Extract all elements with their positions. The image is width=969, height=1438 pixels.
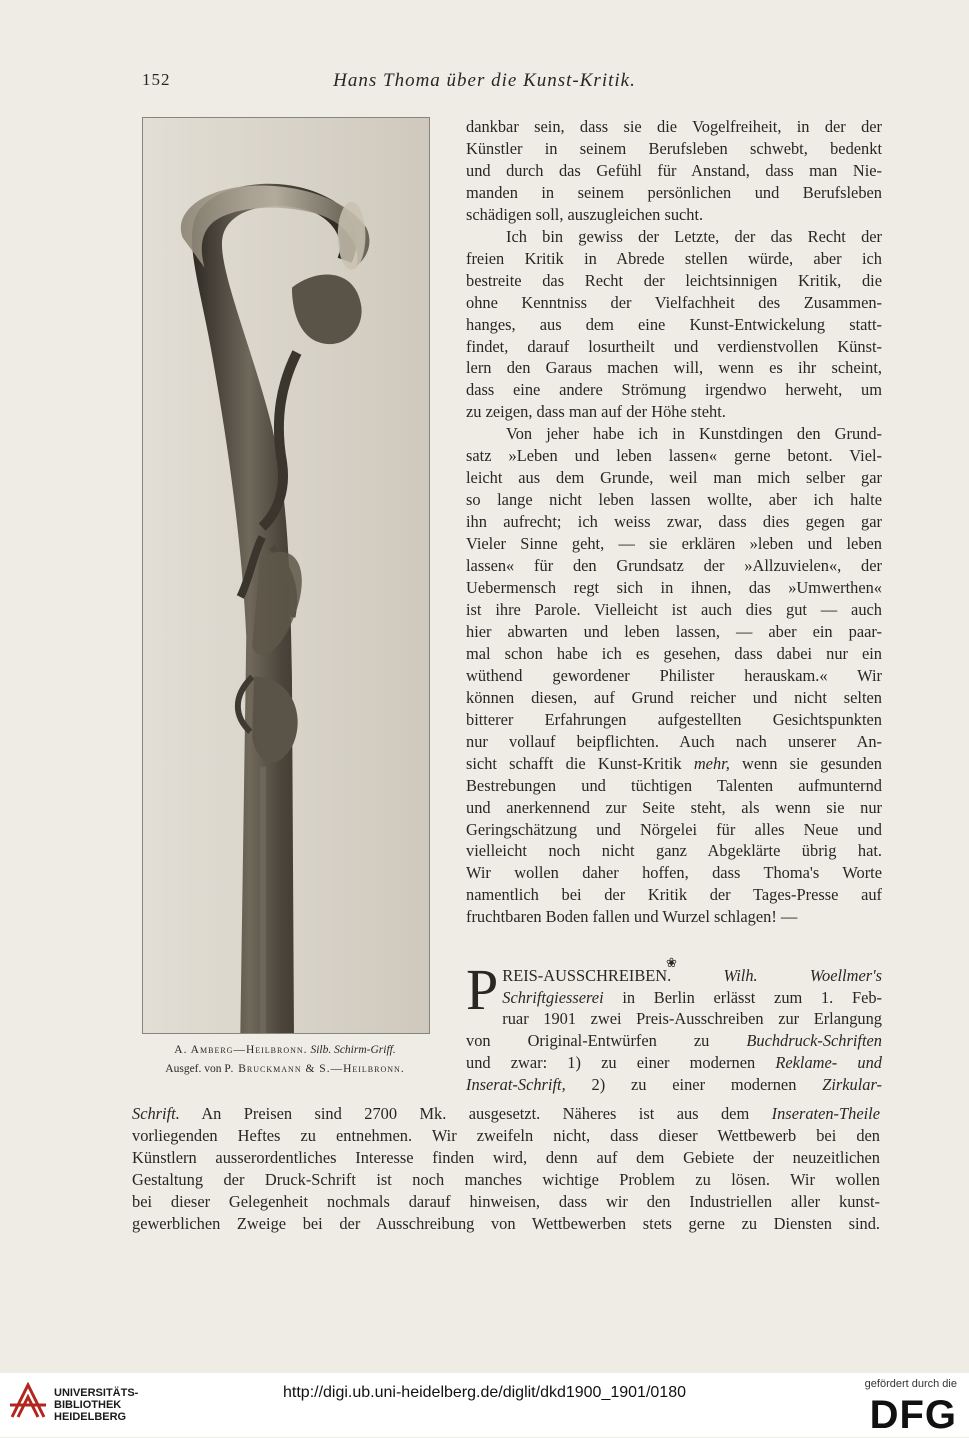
text-line: zu zeigen, dass man auf der Höhe steht.: [466, 402, 726, 422]
text-line: hier abwarten und leben lassen, — aber ein paar-: [466, 621, 882, 641]
text-line: leicht aus dem Grunde, weil man mich selber gar: [466, 468, 882, 488]
text-line: fruchtbaren Boden fallen und Wurzel schlagen! —: [466, 907, 798, 927]
text-line: Wir wollen daher hoffen, dass Thoma's Worte: [466, 863, 882, 883]
text-line: ist ihre Parole. Vielleicht ist auch dies gut — auch: [466, 599, 882, 619]
dfg-funding-note: gefördert durch die: [864, 1378, 957, 1390]
running-title: Hans Thoma über die Kunst-Kritik.: [333, 70, 636, 91]
text-fragment: An Preisen sind 2700 Mk. ausgesetzt. Näheres ist aus dem: [179, 1104, 772, 1123]
page-number: 152: [142, 70, 171, 89]
text-line: Bestrebungen und tüchtigen Talenten aufmunternd: [466, 775, 882, 795]
text-line: dankbar sein, dass sie die Vogelfreiheit, in der der: [466, 117, 882, 136]
text-line: nur vollauf beipflichten. Auch nach unserer An-: [466, 731, 882, 751]
text-line: findet, darauf losurtheilt und verdienstvollen Künst-: [466, 336, 882, 356]
text-fragment: 2) zu einer modernen: [565, 1074, 823, 1094]
text-line: freien Kritik in Abrede stellen würde, aber ich: [466, 248, 882, 268]
text-line: können diesen, auf Grund reicher und nicht selten: [466, 687, 882, 707]
text-line: [466, 753, 882, 775]
text-line: manden in seinem persönlichen und Berufsleben: [466, 182, 882, 202]
figure-caption-line2: [120, 1060, 450, 1080]
text-line: Ich bin gewiss der Letzte, der das Recht der: [506, 226, 882, 246]
paragraph-3: [466, 423, 882, 928]
notice-continued: [132, 1103, 880, 1234]
text-fragment: Buchdruck-Schriften: [746, 1031, 882, 1051]
main-column: [466, 116, 882, 928]
text-line: Gestaltung der Druck-Schrift ist noch manches wichtige Problem zu lösen. Wir wollen: [132, 1169, 880, 1189]
paragraph-2: [466, 226, 882, 424]
text-line: satz »Leben und leben lassen« gerne betont. Viel-: [466, 446, 882, 466]
text-line: und anerkennend zur Seite steht, als wenn sie nur: [466, 797, 882, 817]
text-line: schädigen soll, auszugleichen sucht.: [466, 204, 704, 224]
caption-prefix: Ausgef. von: [165, 1063, 222, 1075]
text-line: so lange nicht leben lassen wollte, aber ich halte: [466, 490, 882, 510]
text-line: gewerblichen Zweige bei der Ausschreibung von Wettbewerben stets gerne zu Diensten sind.: [132, 1213, 880, 1233]
text-fragment: wenn sie gesunden: [729, 753, 882, 773]
notice-heading: REIS-AUSSCHREIBEN.: [502, 966, 672, 985]
text-line: lassen« für den Grundsatz der »Allzuvielen«, der: [466, 556, 882, 576]
text-fragment: und zwar: 1) zu einer modernen: [466, 1052, 776, 1072]
text-fragment: in Berlin erlässt zum 1. Feb-: [603, 987, 882, 1007]
text-fragment: Reklame- und: [775, 1052, 882, 1072]
text-line: und durch das Gefühl für Anstand, dass man Nie-: [466, 160, 882, 180]
text-line: [466, 1052, 882, 1074]
text-fragment: Zirkular-: [822, 1074, 882, 1094]
text-line: wüthend gewordener Philister herauskam.« Wir: [466, 665, 882, 685]
footer-bar: [0, 1373, 969, 1437]
prize-notice: [466, 957, 882, 1095]
text-fragment: Schrift.: [132, 1104, 180, 1123]
text-line: dass eine andere Strömung irgendwo herweht, um: [466, 380, 882, 400]
caption-maker: P. Bruckmann & S.—Heilbronn.: [224, 1063, 405, 1075]
uni-line: UNIVERSITÄTS-: [54, 1387, 139, 1399]
uni-line: BIBLIOTHEK: [54, 1399, 122, 1411]
text-fragment: Inserat-Schrift,: [466, 1074, 566, 1094]
text-line: ohne Kenntniss der Vielfachheit des Zusammen-: [466, 292, 882, 312]
dfg-logo: DFG: [869, 1393, 957, 1437]
text-line: Künstlern ausserordentliches Interesse finden wird, denn auf dem Gebiete der neuzeitlichen: [132, 1147, 880, 1167]
text-line: hanges, aus dem eine Kunst-Entwickelung statt-: [466, 314, 882, 334]
section-ornament-icon: ❀: [666, 955, 677, 970]
text-line: Vieler Sinne geht, — sie erklären »leben und leben: [466, 534, 882, 554]
text-line: vielleicht noch nicht ganz Abgeklärte übrig hat.: [466, 841, 882, 861]
text-fragment: sicht schafft die Kunst-Kritik: [466, 753, 694, 773]
text-line: bei dieser Gelegenheit nochmals darauf hinweisen, dass wir den Industriellen aller kunst-: [132, 1191, 880, 1211]
text-fragment: von Original-Entwürfen zu: [466, 1031, 747, 1051]
text-line: [466, 1030, 882, 1052]
text-fragment: Inseraten-Theile: [771, 1104, 880, 1123]
digital-library-url[interactable]: http://digi.ub.uni-heidelberg.de/diglit/dkd1900_1901/0180: [283, 1384, 686, 1401]
text-line: bestreite das Recht der leichtsinnigen Kritik, die: [466, 270, 882, 290]
text-fragment: Schriftgiesserei: [502, 987, 604, 1007]
text-line: Uebermensch regt sich in ihnen, das »Umwerthen«: [466, 578, 882, 598]
paragraph-1: [466, 116, 882, 226]
umbrella-handle-photo: [142, 117, 430, 1034]
text-line: [466, 965, 882, 987]
text-line: lern den Garaus machen will, wenn es ihr scheint,: [466, 358, 882, 378]
text-line: Künstler in seinem Berufsleben schwebt, bedenkt: [466, 138, 882, 158]
caption-artist: A. Amberg—Heilbronn.: [174, 1044, 308, 1056]
figure-caption-line1: [120, 1041, 450, 1061]
drop-cap: P: [466, 957, 499, 1022]
text-line: Geringschätzung und Nörgelei für alles Neue und: [466, 819, 882, 839]
caption-title: Silb. Schirm-Griff.: [310, 1044, 396, 1056]
text-line: [466, 1074, 882, 1096]
text-line: [132, 1103, 880, 1125]
text-fragment: Wilh. Woellmer's: [723, 966, 882, 985]
text-line: [466, 987, 882, 1009]
text-line: bitterer Erfahrungen aufgestellten Gesichtspunkten: [466, 709, 882, 729]
text-line: vorliegenden Heftes zu entnehmen. Wir zweifeln nicht, dass dieser Wettbewerb bei den: [132, 1125, 880, 1145]
text-line: namentlich bei der Kritik der Tages-Presse auf: [466, 885, 882, 905]
emphasis-mehr: mehr,: [693, 753, 730, 773]
uni-line: HEIDELBERG: [54, 1411, 127, 1423]
text-line: ihn aufrecht; ich weiss zwar, dass dies gegen gar: [466, 512, 882, 532]
text-line: mal schon habe ich es gesehen, dass dabei nur ein: [466, 643, 882, 663]
text-line: Von jeher habe ich in Kunstdingen den Grund-: [506, 424, 882, 444]
text-line: ruar 1901 zwei Preis-Ausschreiben zur Erlangung: [502, 1009, 882, 1029]
